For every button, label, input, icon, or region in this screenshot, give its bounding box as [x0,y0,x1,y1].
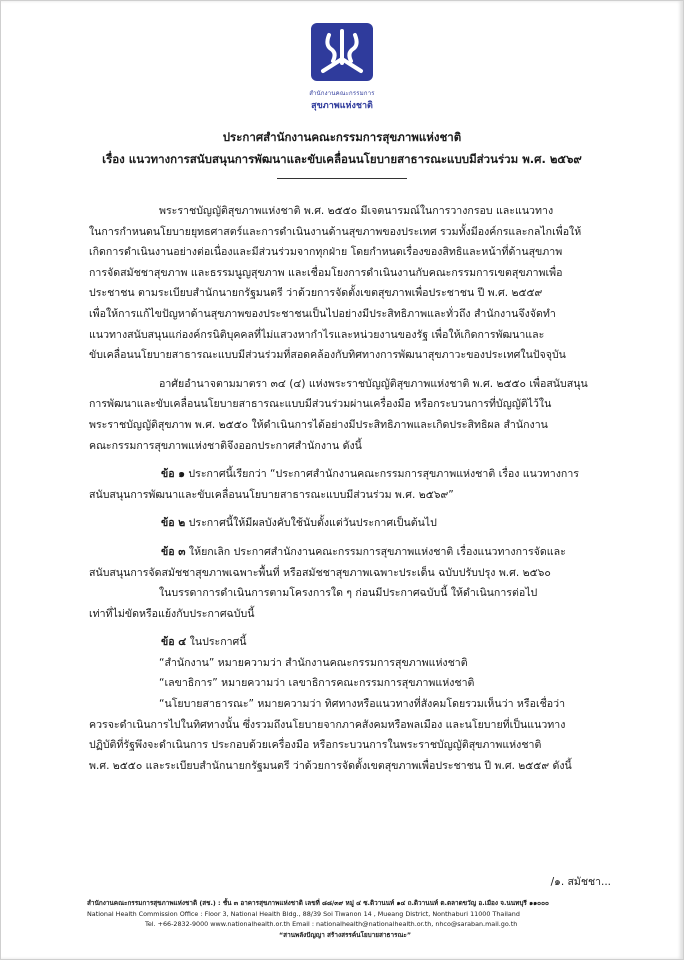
clause-3 [89,542,617,563]
document-subject: เรื่อง แนวทางการสนับสนุนการพัฒนาและขับเคลื่อนนโยบายสาธารณะแบบมีส่วนร่วม พ.ศ. ๒๕๖๙ [102,152,582,166]
paragraph-line: สนับสนุนการพัฒนาและขับเคลื่อนนโยบายสาธารณะแบบมีส่วนร่วม พ.ศ. ๒๕๖๙” [89,488,454,501]
logo-org-small: สำนักงานคณะกรรมการ [309,90,375,97]
document-body [89,201,617,776]
paragraph-line: แนวทางสนับสนุนแก่องค์กรนิติบุคคลที่ไม่แสวงหากำไรและหน่วยงานของรัฐ เพื่อให้เกิดการพัฒนาและ [89,328,545,341]
clause-label: ข้อ ๒ [161,517,186,530]
footer-slogan: “สานพลังปัญญา สร้างสรรค์นโยบายสาธารณะ” [278,930,412,939]
footer-address-th: สำนักงานคณะกรรมการสุขภาพแห่งชาติ (สช.) : ชั้น ๓ อาคารสุขภาพแห่งชาติ เลขที่ ๘๘/๓๙ หมู่ ๔ ซ.ติวานนท์ ๑๔ ถ.ติวานนท์ ต.ตลาดขวัญ อ.เมือง จ.นนทบุรี ๑๑๐๐๐ [87,899,549,907]
page-footer [87,898,643,940]
paragraph-line: พระราชบัญญัติสุขภาพแห่งชาติ พ.ศ. ๒๕๕๐ มีเจตนารมณ์ในการวางกรอบ และแนวทาง [159,205,554,217]
clause-text: ประกาศนี้ให้มีผลบังคับใช้นับตั้งแต่วันประกาศเป็นต้นไป [185,517,437,530]
document-header [1,126,683,179]
footer-address-en: National Health Commission Office : Floor 3, National Health Bldg., 88/39 Soi Tiwanon 14 , Mueang District, Nonthaburi 11000 Thailand [87,909,520,918]
paragraph-line: ประชาชน ตามระเบียบสำนักนายกรัฐมนตรี ว่าด้วยการจัดตั้งเขตสุขภาพเพื่อประชาชน ปี พ.ศ. ๒๕๕๙ [89,287,543,300]
definition-public-policy: “นโยบายสาธารณะ” หมายความว่า ทิศทางหรือแนวทางที่สังคมโดยรวมเห็นว่า หรือเชื่อว่า [159,698,566,711]
clause-2 [89,513,617,534]
clause-text: ให้ยกเลิก ประกาศสำนักงานคณะกรรมการสุขภาพแห่งชาติ เรื่องแนวทางการจัดและ [185,545,566,558]
clause-label: ข้อ ๔ [161,636,187,649]
document-title: ประกาศสำนักงานคณะกรรมการสุขภาพแห่งชาติ [222,130,462,144]
clause-text: ประกาศนี้เรียกว่า “ประกาศสำนักงานคณะกรรมการสุขภาพแห่งชาติ เรื่อง แนวทางการ [185,468,579,481]
paragraph-line: เกิดการดำเนินงานอย่างต่อเนื่องและมีส่วนร่วมจากทุกฝ่าย โดยกำหนดเรื่องของสิทธิและหน้าที่ด้านสุขภาพ [89,246,563,259]
paragraph-line: เพื่อให้การแก้ไขปัญหาด้านสุขภาพของประชาชนเป็นไปอย่างมีประสิทธิภาพและทั่วถึง สำนักงานจึงจัดทำ [89,307,556,320]
paragraph-line: คณะกรรมการสุขภาพแห่งชาติจึงออกประกาศสำนักงาน ดังนี้ [89,439,362,452]
paragraph-line: ขับเคลื่อนนโยบายสาธารณะแบบมีส่วนร่วมที่สอดคล้องกับทิศทางการพัฒนาสุขภาวะของประเทศในปัจจุบัน [89,349,566,362]
logo [1,23,683,112]
paragraph-line: อาศัยอำนาจตามมาตรา ๓๔ (๔) แห่งพระราชบัญญัติสุขภาพแห่งชาติ พ.ศ. ๒๕๕๐ เพื่อสนับสนุน [159,377,588,390]
paragraph-line: พ.ศ. ๒๕๕๐ และระเบียบสำนักนายกรัฐมนตรี ว่าด้วยการจัดตั้งเขตสุขภาพเพื่อประชาชน ปี พ.ศ. ๒๕๕๙ ดังนี้ [89,759,572,772]
nhco-emblem-icon [311,23,373,81]
clause-4 [89,632,617,653]
paragraph-line: พระราชบัญญัติสุขภาพ พ.ศ. ๒๕๕๐ ให้ดำเนินการได้อย่างมีประสิทธิภาพและเกิดประสิทธิผล สำนักงาน [89,418,548,431]
paragraph-line: เท่าที่ไม่ขัดหรือแย้งกับประกาศฉบับนี้ [89,607,255,620]
definition-secretary-general: “เลขาธิการ” หมายความว่า เลขาธิการคณะกรรมการสุขภาพแห่งชาติ [159,677,475,690]
next-page-marker: /๑. สมัชชา... [550,876,611,888]
footer-contact: Tel. +66-2832-9000 www.nationalhealth.or.th Email : nationalhealth@nationalhealth.or.th, nhco@saraban.mail.go.th [145,920,518,928]
paragraph-line: การจัดสมัชชาสุขภาพ และธรรมนูญสุขภาพ และเชื่อมโยงการดำเนินงานกับคณะกรรมการเขตสุขภาพเพื่อ [89,266,563,279]
title-divider [277,178,407,179]
definition-office: “สำนักงาน” หมายความว่า สำนักงานคณะกรรมการสุขภาพแห่งชาติ [159,656,468,669]
clause-label: ข้อ ๑ [161,468,186,481]
paragraph-line: ควรจะดำเนินการไปในทิศทางนั้น ซึ่งรวมถึงนโยบายจากภาคสังคมหรือพลเมือง และนโยบายที่เป็นแนวทาง [89,718,566,731]
clause-text: ในประกาศนี้ [186,636,247,649]
paragraph-line: ในการกำหนดนโยบายยุทธศาสตร์และการดำเนินงานด้านสุขภาพของประเทศ รวมทั้งมีองค์กรและกลไกเพื่อให้ [89,225,582,238]
paragraph-line: ในบรรดาการดำเนินการตามโครงการใด ๆ ก่อนมีประกาศฉบับนี้ ให้ดำเนินการต่อไป [159,587,538,600]
clause-label: ข้อ ๓ [161,545,186,558]
logo-org-large: สุขภาพแห่งชาติ [311,101,373,111]
paragraph-line: สนับสนุนการจัดสมัชชาสุขภาพเฉพาะพื้นที่ หรือสมัชชาสุขภาพเฉพาะประเด็น ฉบับปรับปรุง พ.ศ. ๒๕๖๐ [89,566,551,579]
paragraph-line: ปฏิบัติที่รัฐพึงจะดำเนินการ ประกอบด้วยเครื่องมือ หรือกระบวนการในพระราชบัญญัติสุขภาพแห่งชาติ [89,739,542,752]
paragraph-line: การพัฒนาและขับเคลื่อนนโยบายสาธารณะแบบมีส่วนร่วมผ่านเครื่องมือ หรือกระบวนการที่บัญญัติไว้ใน [89,398,552,411]
clause-1 [89,464,617,485]
